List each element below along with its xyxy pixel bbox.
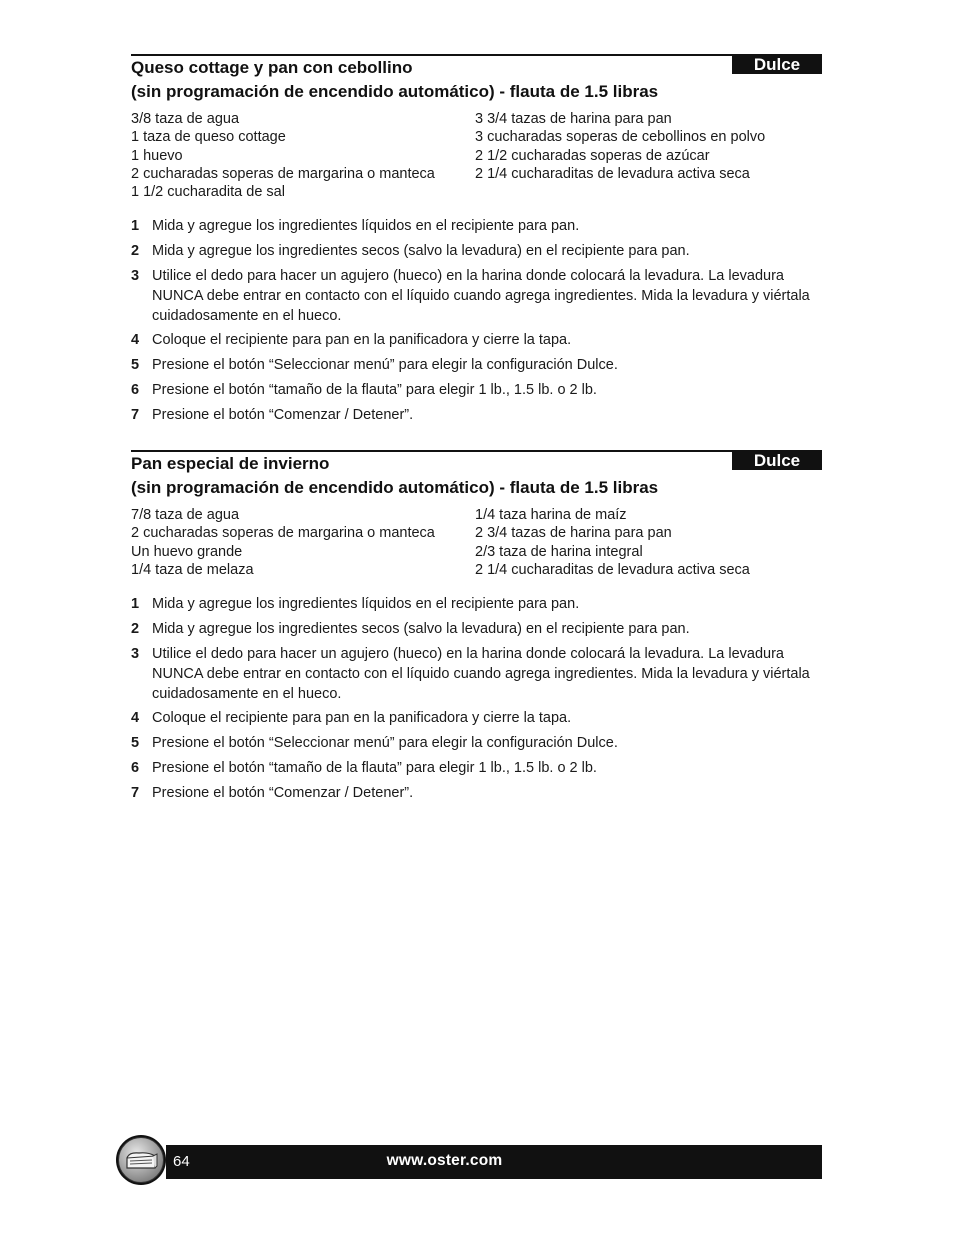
ingredient-item: 2 1/4 cucharaditas de levadura activa seca bbox=[475, 165, 750, 182]
recipe-title-line2: (sin programación de encendido automático) - flauta de 1.5 libras bbox=[131, 478, 659, 497]
instruction-step bbox=[131, 594, 822, 614]
step-text: Mida y agregue los ingredientes líquidos en el recipiente para pan. bbox=[152, 218, 580, 234]
instruction-step bbox=[131, 405, 822, 425]
ingredient-item: 2 1/2 cucharadas soperas de azúcar bbox=[475, 147, 710, 164]
category-badge: Dulce bbox=[732, 451, 822, 470]
recipe-title bbox=[131, 452, 731, 500]
ingredients-left-column bbox=[131, 110, 435, 201]
instructions-list bbox=[131, 216, 822, 430]
instruction-step bbox=[131, 708, 822, 728]
recipe-title-line2: (sin programación de encendido automático) - flauta de 1.5 libras bbox=[131, 82, 659, 101]
ingredient-item: 1/4 taza harina de maíz bbox=[475, 507, 627, 523]
step-text: Presione el botón “Seleccionar menú” para elegir la configuración Dulce. bbox=[152, 357, 618, 374]
instruction-step bbox=[131, 330, 822, 350]
step-number: 4 bbox=[131, 332, 140, 349]
ingredient-item: 1 huevo bbox=[131, 147, 183, 164]
step-text: Coloque el recipiente para pan en la panificadora y cierre la tapa. bbox=[152, 710, 572, 727]
ingredient-item: 7/8 taza de agua bbox=[131, 507, 240, 523]
step-text: Utilice el dedo para hacer un agujero (hueco) en la harina donde colocará la levadura. La levadura NUNCA debe entrar en contacto con el líquido cuando agrega ingredientes. Mida la levadura y viértala cuidadosamente en el hueco. bbox=[152, 645, 810, 702]
instruction-step bbox=[131, 733, 822, 753]
step-number: 7 bbox=[131, 406, 140, 423]
recipe-title-line1: Queso cottage y pan con cebollino bbox=[131, 58, 413, 77]
ingredient-item: 3 cucharadas soperas de cebollinos en polvo bbox=[475, 129, 766, 146]
step-text: Presione el botón “Comenzar / Detener”. bbox=[152, 784, 414, 801]
step-number: 5 bbox=[131, 357, 140, 374]
ingredient-item: 2/3 taza de harina integral bbox=[475, 543, 643, 560]
step-number: 7 bbox=[131, 784, 140, 801]
instruction-step bbox=[131, 644, 822, 704]
step-text: Mida y agregue los ingredientes secos (salvo la levadura) en el recipiente para pan. bbox=[152, 620, 690, 637]
bread-pan-icon bbox=[115, 1134, 167, 1186]
ingredient-item: 2 cucharadas soperas de margarina o manteca bbox=[131, 165, 435, 182]
ingredient-item: 1 1/2 cucharadita de sal bbox=[131, 184, 285, 201]
step-text: Coloque el recipiente para pan en la panificadora y cierre la tapa. bbox=[152, 332, 572, 349]
step-text: Mida y agregue los ingredientes líquidos en el recipiente para pan. bbox=[152, 596, 580, 612]
step-number: 2 bbox=[131, 620, 140, 637]
ingredient-item: 2 cucharadas soperas de margarina o manteca bbox=[131, 525, 435, 542]
step-text: Presione el botón “Comenzar / Detener”. bbox=[152, 406, 414, 423]
ingredient-item: 1 taza de queso cottage bbox=[131, 129, 286, 146]
instruction-step bbox=[131, 758, 822, 778]
ingredients-right-column bbox=[475, 110, 765, 183]
ingredients-right-column bbox=[475, 506, 750, 579]
ingredients-left-column bbox=[131, 506, 435, 579]
category-badge: Dulce bbox=[732, 55, 822, 74]
instructions-list bbox=[131, 594, 822, 808]
page-number: 64 bbox=[173, 1153, 190, 1170]
ingredient-item: 1/4 taza de melaza bbox=[131, 561, 254, 578]
step-number: 1 bbox=[131, 596, 140, 612]
step-text: Utilice el dedo para hacer un agujero (hueco) en la harina donde colocará la levadura. La levadura NUNCA debe entrar en contacto con el líquido cuando agrega ingredientes. Mida la levadura y viértala cuidadosamente en el hueco. bbox=[152, 267, 810, 324]
instruction-step bbox=[131, 355, 822, 375]
step-text: Presione el botón “tamaño de la flauta” para elegir 1 lb., 1.5 lb. o 2 lb. bbox=[152, 759, 597, 776]
recipe-title bbox=[131, 56, 731, 104]
instruction-step bbox=[131, 619, 822, 639]
page-footer bbox=[115, 1134, 823, 1186]
step-number: 5 bbox=[131, 735, 140, 752]
step-number: 3 bbox=[131, 267, 140, 284]
step-number: 4 bbox=[131, 710, 140, 727]
instruction-step bbox=[131, 216, 822, 236]
recipe-title-line1: Pan especial de invierno bbox=[131, 454, 330, 473]
ingredient-item: 2 3/4 tazas de harina para pan bbox=[475, 525, 672, 542]
ingredient-item: Un huevo grande bbox=[131, 543, 243, 560]
step-text: Presione el botón “Seleccionar menú” para elegir la configuración Dulce. bbox=[152, 735, 618, 752]
instruction-step bbox=[131, 266, 822, 326]
instruction-step bbox=[131, 241, 822, 261]
ingredient-item: 3 3/4 tazas de harina para pan bbox=[475, 111, 672, 127]
step-number: 1 bbox=[131, 218, 140, 234]
instruction-step bbox=[131, 380, 822, 400]
website-link[interactable]: www.oster.com bbox=[386, 1152, 503, 1169]
step-number: 2 bbox=[131, 242, 140, 259]
step-number: 3 bbox=[131, 645, 140, 662]
step-number: 6 bbox=[131, 759, 140, 776]
ingredient-item: 3/8 taza de agua bbox=[131, 111, 240, 127]
step-text: Presione el botón “tamaño de la flauta” para elegir 1 lb., 1.5 lb. o 2 lb. bbox=[152, 381, 597, 398]
step-text: Mida y agregue los ingredientes secos (salvo la levadura) en el recipiente para pan. bbox=[152, 242, 690, 259]
step-number: 6 bbox=[131, 381, 140, 398]
ingredient-item: 2 1/4 cucharaditas de levadura activa seca bbox=[475, 561, 750, 578]
instruction-step bbox=[131, 783, 822, 803]
